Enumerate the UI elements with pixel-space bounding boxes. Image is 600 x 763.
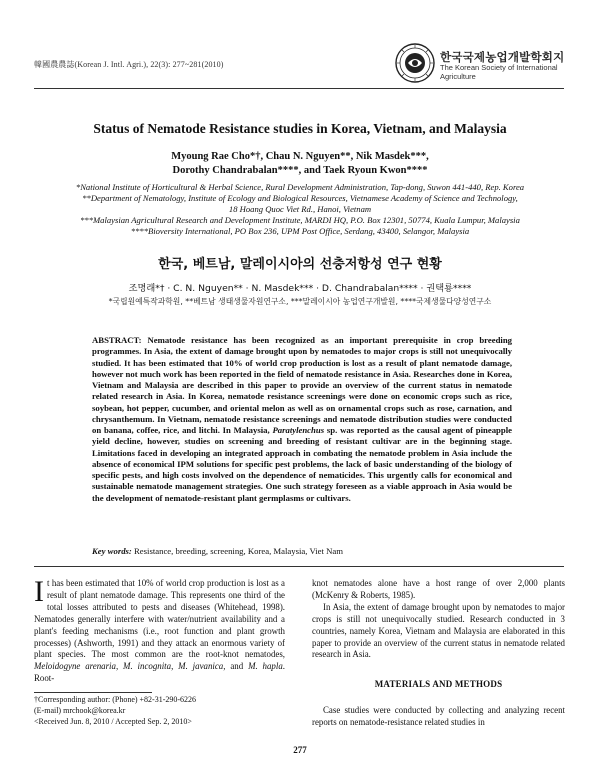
footnote-email: (E-mail) mrchook@korea.kr: [34, 706, 126, 715]
footnote-author: †Corresponding author: (Phone) +82-31-290-6226: [34, 695, 197, 704]
drop-cap: I: [34, 575, 44, 608]
author-line-2: Dorothy Chandrabalan****, and Taek Ryoun Kwon****: [172, 164, 428, 176]
footnote: [34, 694, 196, 727]
author-list: [0, 150, 600, 177]
affiliation-2: **Department of Nematology, Institute of Ecology and Biological Resources, Vietnamese Academy of Science and Technology,: [82, 193, 518, 203]
keywords-text: Resistance, breeding, screening, Korea, Malaysia, Viet Nam: [131, 546, 343, 556]
page-number: 277: [293, 745, 307, 755]
intro-and: and: [225, 661, 249, 672]
abstract-text-1: Nematode resistance has been recognized as an important prerequisite in crop breeding programmes. In Asia, the extent of damage brought upon by nematodes to major crops is still not unequivocally studied. It has been estimated that 10% of world crop production is lost as a result of plant nematode damage, however not much work has been reported in the field of nematode resistance in Asia. Researches done in Korea, Vietnam and Malaysia are described in this paper to provide an overview of the current status in nematode related research in Asia. In Korea, nematode resistance screenings were done on economic crops such as rice, soybean, hot pepper, cucumber, and oriental melon as well as on ornamental crops such as rose, carnation, and chrysanthemum. In Vietnam, nematode resistance screenings and nematode distribution studies were conducted on banana, coffee, rice, and litchi. In Malaysia,: [92, 335, 512, 435]
abstract: [92, 335, 512, 504]
body-column-left: [34, 575, 285, 685]
keywords: [92, 546, 512, 556]
affiliation-2-address: 18 Hoang Quoc Viet Rd., Hanoi, Vietnam: [228, 204, 372, 214]
header-divider: [34, 88, 564, 89]
abstract-divider: [34, 566, 564, 567]
korean-affiliations: *국립원예특작과학원, **베트남 생태생물자원연구소, ***말레이시아 농업연구개발원, ****국제생물다양성연구소: [108, 297, 492, 306]
abstract-species: Paratylenchus: [272, 425, 325, 435]
intro-species-2: M. hapla: [248, 661, 283, 672]
footnote-rule: [34, 692, 152, 693]
abstract-label: ABSTRACT:: [92, 335, 142, 345]
intro-end: . Root-: [34, 661, 285, 684]
intro-species: Meloidogyne arenaria, M. incognita, M. javanica,: [34, 661, 226, 672]
korean-title: 한국, 베트남, 말레이시아의 선충저항성 연구 현황: [158, 257, 442, 272]
keywords-label: Key words:: [92, 546, 132, 556]
society-logo: [395, 43, 570, 85]
affiliation-3: ***Malaysian Agricultural Research and Development Institute, MARDI HQ, P.O. Box 12301, 50774, Kuala Lumpur, Malaysia: [80, 215, 520, 225]
author-line-1: Myoung Rae Cho*†, Chau N. Nguyen**, Nik Masdek***,: [171, 151, 429, 162]
paper-title: Status of Nematode Resistance studies in Korea, Vietnam, and Malaysia: [93, 121, 507, 136]
affiliation-1: *National Institute of Horticultural & Herbal Science, Rural Development Administration, Tap-dong, Suwon 441-440, Rep. Korea: [75, 182, 525, 192]
abstract-text-2: sp. was reported as the causal agent of pineapple yield decline, however, studies on screening and breeding of resistant cultivar are in the beginning stage. Limitations faced in developing an integrated approach in combating the nematode problem in Asia include the absence of economical IPM solutions for specific pest problems, the lack of basic understanding of the biology of specific pests, and high costs involved on the dependence of nematicides. This urgently calls for economical and sustainable nematode management strategies. One such strategy foreseen as a viable approach in Asia would be the development of nematode-resistant plant germplasms or cultivars.: [92, 425, 512, 503]
section-heading-methods: MATERIALS AND METHODS: [374, 679, 503, 690]
intro-paragraph: [34, 575, 285, 685]
society-name-english: The Korean Society of International Agriculture: [440, 63, 558, 81]
affiliation-4: ****Bioversity International, PO Box 236, UPM Post Office, Serdang, 43400, Selangor, Malaysia: [130, 226, 470, 236]
affiliations: [0, 182, 600, 237]
paragraph-asia: In Asia, the extent of damage brought upon by nematodes to major crops is still not unequivocally studied. Research conducted in 3 countries, namely Korea, Vietnam and Malaysia are elaborated in this paper to provide an overview of the current status in nematode related research in Asia.: [312, 601, 565, 660]
korean-authors: 조명래*† · C. N. Nguyen** · N. Masdek*** · D. Chandrabalan**** · 권택룡****: [128, 283, 472, 294]
paragraph-methods: Case studies were conducted by collecting and analyzing recent reports on nematode-resistance related studies in: [312, 705, 565, 728]
society-name-korean: 한국국제농업개발학회지: [440, 50, 565, 64]
society-seal-icon: [395, 43, 435, 83]
paragraph-continued: knot nematodes alone have a host range of over 2,000 plants (McKenry & Roberts, 1985).: [312, 578, 565, 600]
body-column-right: [312, 578, 565, 729]
intro-text: t has been estimated that 10% of world crop production is lost as a result of plant nematode damage. This represents one third of the total losses attributed to pests and diseases (Whitehead, 1998). Nematodes generally interfere with water/nutrient availability and a plant's feeding mechanisms (i.e., root function and plant growth processes) (Ashworth, 1991) and they attack an enormous variety of plant species. The most common are the root-knot nematodes,: [34, 578, 285, 660]
footnote-dates: <Received Jun. 8, 2010 / Accepted Sep. 2, 2010>: [34, 717, 192, 726]
journal-citation: 韓國農農誌(Korean J. Intl. Agri.), 22(3): 277~281(2010): [34, 60, 224, 69]
